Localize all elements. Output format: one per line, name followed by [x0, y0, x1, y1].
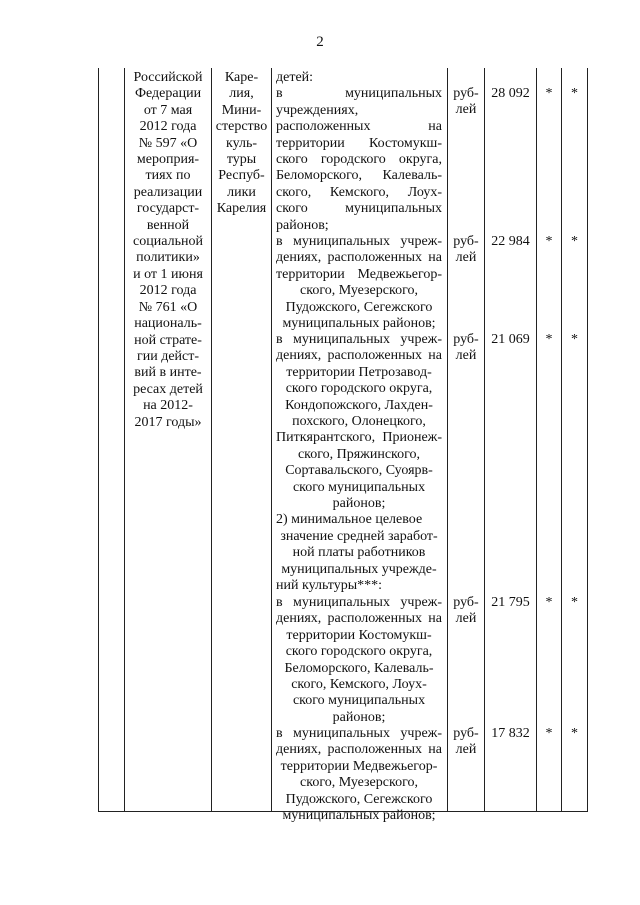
indicator-line: ной платы работников: [292, 545, 426, 561]
target-value: 22 984: [491, 234, 530, 249]
executor-line: лики: [227, 184, 256, 200]
indicator-line: ского муниципальных: [292, 479, 426, 495]
indicator-line: дениях, расположенных на: [276, 611, 442, 627]
indicator-line: ского, Муезерского,: [300, 283, 418, 299]
indicator-line: ского городского округа,: [276, 152, 442, 168]
indicator-text-cell: [276, 234, 442, 332]
table-column-divider: [271, 68, 272, 812]
basis-line: и от 1 июня: [133, 266, 203, 282]
unit-cell: [448, 726, 484, 759]
indicator-line: территории Костомукш-: [276, 135, 442, 151]
indicator-line: районов;: [332, 496, 386, 512]
basis-line: 2012 года: [139, 119, 197, 135]
unit-line: руб-: [453, 595, 479, 610]
basis-line: социальной: [133, 234, 203, 250]
indicator-line: ского городского округа,: [285, 381, 433, 397]
unit-line: руб-: [453, 726, 479, 741]
unit-line: лей: [455, 102, 477, 118]
value-placeholder: *: [571, 234, 578, 249]
indicator-line: значение средней заработ-: [280, 528, 438, 544]
target-value: 17 832: [491, 726, 530, 741]
indicator-line: ского муниципальных: [292, 693, 426, 709]
basis-line: ной страте-: [134, 332, 202, 348]
executor-line: лия,: [229, 86, 254, 102]
indicator-line: территории Медвежьегор-: [276, 266, 442, 282]
indicator-line: Питкярантского, Прионеж-: [276, 430, 442, 446]
indicator-line: Беломорского, Калеваль-: [276, 168, 442, 184]
indicator-line: похского, Олонецкого,: [292, 414, 426, 430]
indicator-line: муниципальных районов;: [282, 808, 436, 824]
indicator-line: в муниципальных: [276, 86, 442, 102]
basis-line: Федерации: [134, 86, 202, 102]
indicator-line: территории Костомукш-: [286, 627, 432, 643]
executor-line: Респуб-: [218, 168, 265, 184]
indicator-line: дениях, расположенных на: [276, 742, 442, 758]
indicator-line: ского городского округа,: [285, 644, 433, 660]
value-placeholder: *: [571, 86, 578, 101]
value-placeholder: *: [545, 234, 553, 249]
indicator-line: Кондопожского, Лахден-: [285, 397, 433, 413]
indicator-line: ского, Пряжинского,: [297, 446, 421, 462]
unit-cell: [448, 234, 484, 267]
indicator-line: территории Медвежьегор-: [280, 758, 438, 774]
unit-line: лей: [455, 611, 477, 627]
indicator-line: территории Петрозавод-: [286, 364, 432, 380]
target-value: 21 069: [491, 332, 530, 347]
indicator-line: Сортавальского, Суоярв-: [285, 463, 433, 479]
page-number: 2: [316, 34, 324, 50]
unit-line: лей: [455, 348, 477, 364]
basis-line: вий в инте-: [134, 365, 202, 381]
table-column-divider: [536, 68, 537, 812]
indicator-text-cell: [276, 70, 442, 234]
unit-cell: [448, 332, 484, 365]
indicator-line: в муниципальных учреж-: [276, 595, 442, 610]
indicator-line: в муниципальных учреж-: [276, 726, 442, 741]
executor-cell: [212, 70, 271, 218]
basis-line: тиях по: [145, 168, 191, 184]
indicator-line: ний культуры***:: [276, 578, 383, 594]
executor-line: туры: [226, 152, 257, 168]
basis-line: реализации: [133, 184, 203, 200]
indicator-line: расположенных на: [276, 119, 442, 135]
value-placeholder: *: [545, 595, 553, 610]
indicator-line: детей:: [276, 70, 314, 85]
indicator-text-cell: [276, 595, 442, 726]
indicator-text-cell: [276, 332, 442, 595]
table-column-divider: [484, 68, 485, 812]
indicator-line: 2) минимальное целевое: [276, 512, 423, 528]
basis-document-cell: [125, 70, 211, 431]
unit-line: руб-: [453, 86, 479, 101]
basis-line: ресах детей: [133, 381, 203, 397]
basis-line: государст-: [136, 201, 200, 217]
executor-line: Каре-: [224, 70, 259, 85]
executor-line: Мини-: [221, 102, 262, 118]
basis-line: 2017 годы»: [134, 414, 202, 430]
unit-line: руб-: [453, 234, 479, 249]
executor-line: Карелия: [216, 201, 267, 217]
indicator-line: районов;: [332, 709, 386, 725]
target-value: 28 092: [491, 86, 530, 101]
unit-line: лей: [455, 742, 477, 758]
basis-line: венной: [146, 217, 190, 233]
indicator-line: ского, Кемского, Лоух-: [291, 677, 427, 693]
indicator-line: муниципальных учрежде-: [281, 561, 437, 577]
basis-line: 2012 года: [139, 283, 197, 299]
indicator-line: ского, Муезерского,: [300, 775, 418, 791]
unit-cell: [448, 595, 484, 628]
table-column-divider: [561, 68, 562, 812]
target-value: 21 795: [491, 595, 530, 610]
indicator-line: районов;: [276, 217, 329, 233]
table-border-left: [98, 68, 99, 812]
table-border-right: [587, 68, 588, 812]
unit-line: руб-: [453, 332, 479, 347]
indicator-line: дениях, расположенных на: [276, 348, 442, 364]
value-placeholder: *: [571, 726, 578, 741]
basis-line: гии дейст-: [136, 348, 200, 364]
unit-cell: [448, 86, 484, 119]
indicator-line: ского муниципальных: [276, 201, 442, 217]
indicator-line: дениях, расположенных на: [276, 250, 442, 266]
basis-line: мероприя-: [136, 152, 200, 168]
value-placeholder: *: [571, 595, 578, 610]
executor-line: куль-: [225, 135, 258, 151]
basis-line: от 7 мая: [143, 102, 193, 118]
value-placeholder: *: [545, 726, 553, 741]
indicator-line: Пудожского, Сегежского: [285, 299, 433, 315]
value-placeholder: *: [545, 86, 553, 101]
basis-line: политики»: [136, 250, 200, 266]
indicator-line: учреждениях,: [276, 102, 359, 118]
basis-line: на 2012-: [143, 398, 193, 414]
indicator-line: Пудожского, Сегежского: [285, 791, 433, 807]
unit-line: лей: [455, 250, 477, 266]
basis-line: № 761 «О: [138, 299, 198, 315]
table-column-divider: [447, 68, 448, 812]
basis-line: № 597 «О: [138, 135, 198, 151]
indicator-text-cell: [276, 726, 442, 824]
indicator-line: Беломорского, Калеваль-: [284, 660, 434, 676]
value-placeholder: *: [545, 332, 553, 347]
basis-line: националь-: [134, 316, 202, 332]
indicator-line: ского, Кемского, Лоух-: [276, 184, 442, 200]
indicator-line: в муниципальных учреж-: [276, 234, 442, 249]
executor-line: стерство: [215, 119, 268, 135]
basis-line: Российской: [133, 70, 203, 85]
indicator-line: муниципальных районов;: [282, 316, 436, 332]
value-placeholder: *: [571, 332, 578, 347]
indicator-line: в муниципальных учреж-: [276, 332, 442, 347]
